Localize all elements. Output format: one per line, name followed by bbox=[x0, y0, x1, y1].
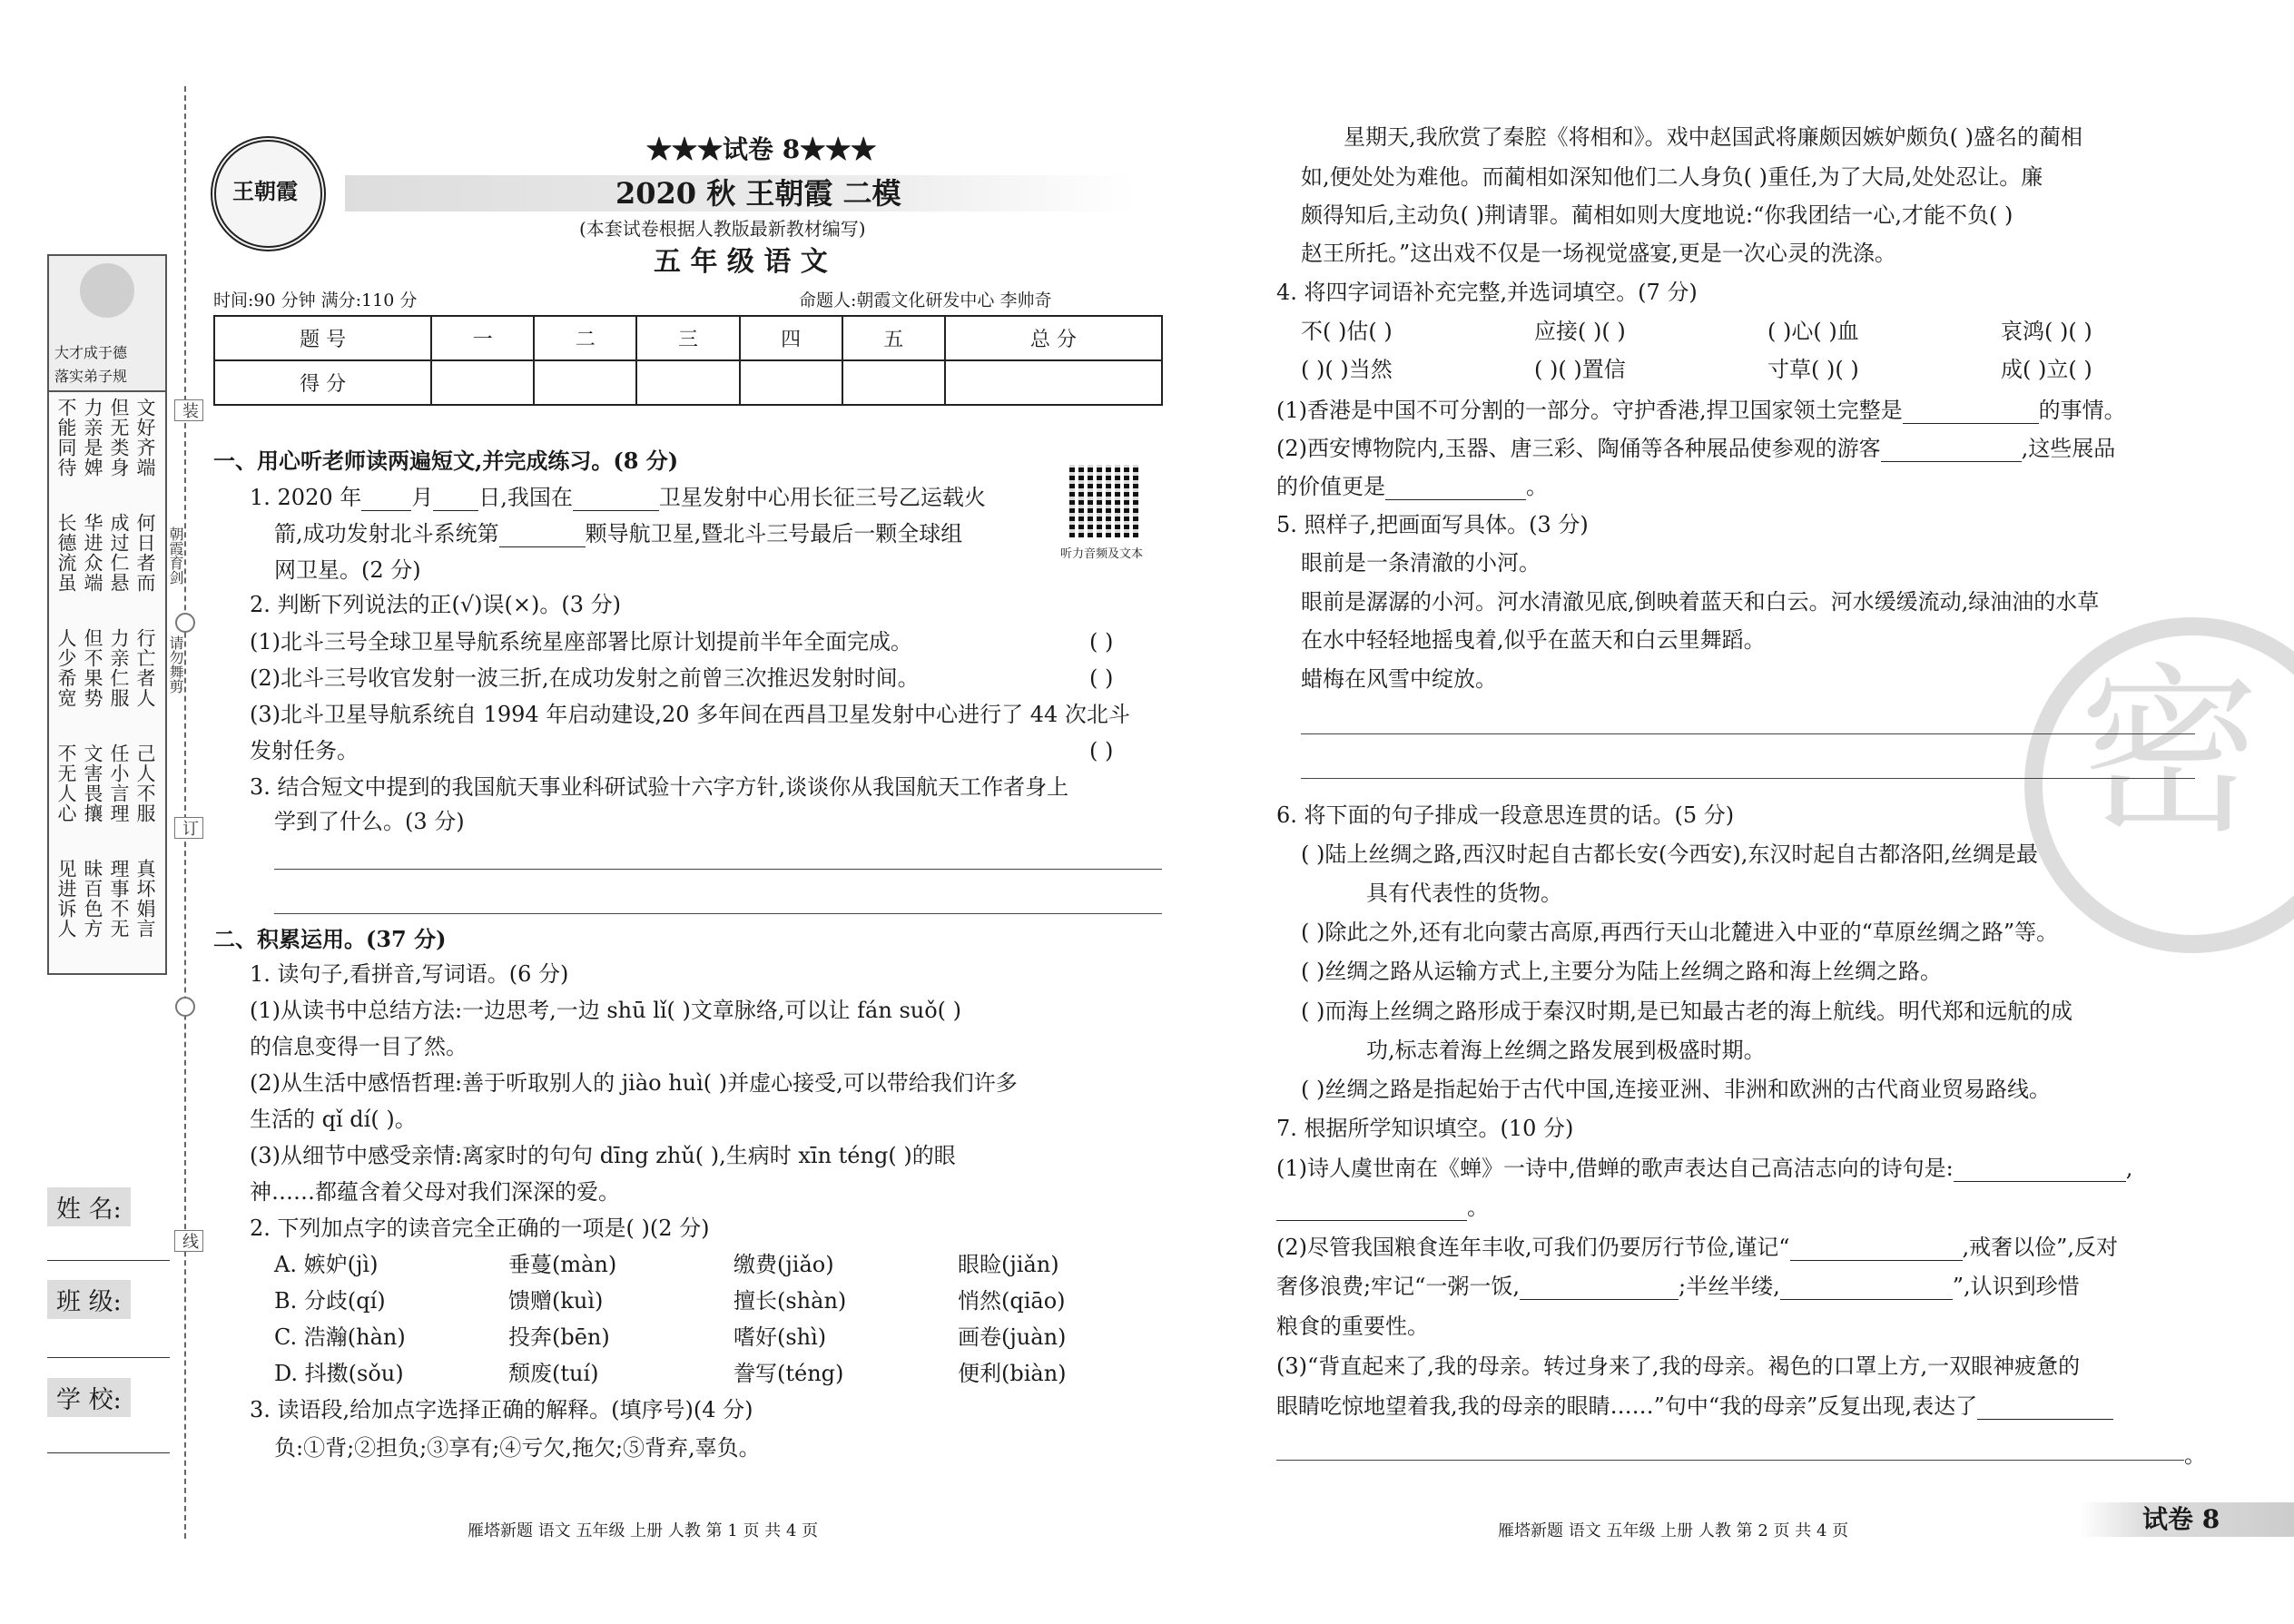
p3-definitions: 负:①背;②担负;③享有;④亏欠,拖欠;⑤背弃,辜负。 bbox=[274, 1435, 761, 1461]
q2-item-3b: 发射任务。 bbox=[250, 738, 359, 763]
q1-blank[interactable] bbox=[433, 488, 478, 511]
score-input-cell[interactable] bbox=[740, 360, 842, 405]
p3-title: 3. 读语段,给加点字选择正确的解释。(填序号)(4 分) bbox=[250, 1397, 753, 1422]
option-word: 眼睑(jiǎn) bbox=[958, 1252, 1059, 1277]
motto-column: 行亡者人 bbox=[134, 628, 156, 708]
motto-column: 人少希宽 bbox=[55, 628, 77, 708]
left-footer: 雁塔新题 语文 五年级 上册 人教 第 1 页 共 4 页 bbox=[468, 1521, 819, 1540]
motto-column: 成过仁悬 bbox=[108, 513, 130, 593]
score-input-cell[interactable] bbox=[945, 360, 1162, 405]
binding-mark-ding: 订 bbox=[174, 817, 203, 839]
p1-item-3b: 神……都蕴含着父母对我们深深的爱。 bbox=[250, 1179, 620, 1205]
score-table-cell: 得 分 bbox=[214, 360, 431, 405]
scholar-figure-icon bbox=[80, 263, 134, 318]
q1-text: 月 bbox=[411, 485, 434, 510]
q6-title: 6. 将下面的句子排成一段意思连贯的话。(5 分) bbox=[1276, 802, 1735, 828]
q7-text: ,戒奢以俭”,反对 bbox=[1962, 1235, 2119, 1260]
motto-box bbox=[47, 390, 167, 975]
q5-title: 5. 照样子,把画面写具体。(3 分) bbox=[1276, 512, 1589, 537]
q6-item-2[interactable]: ( )除此之外,还有北向蒙古高原,再西行天山北麓进入中亚的“草原丝绸之路”等。 bbox=[1301, 920, 2059, 945]
q4-text: 。 bbox=[1526, 474, 1548, 499]
motto-column: 文害畏攘 bbox=[82, 743, 103, 823]
q2-item-3a: (3)北斗卫星导航系统自 1994 年启动建设,20 多年间在西昌卫星发射中心进行了 44 次北斗 bbox=[250, 702, 1130, 727]
q5-example-2: 眼前是潺潺的小河。河水清澈见底,倒映着蓝天和白云。河水缓缓流动,绿油油的水草 bbox=[1301, 589, 2100, 615]
q4-idiom[interactable]: 成( )立( ) bbox=[2001, 357, 2092, 382]
q7-item-2a bbox=[1276, 1234, 2118, 1261]
exam-author: 命题人:朝霞文化研发中心 李帅奇 bbox=[799, 290, 1052, 310]
q2-item-1: (1)北斗三号全球卫星导航系统星座部署比原计划提前半年全面完成。 bbox=[250, 629, 912, 655]
q2-answer-paren[interactable]: ( ) bbox=[1089, 629, 1114, 655]
q7-text: ”,认识到珍惜 bbox=[1952, 1274, 2080, 1299]
q4-idiom[interactable]: ( )( )置信 bbox=[1534, 357, 1626, 382]
q4-blank[interactable] bbox=[1903, 401, 2039, 424]
binding-hole-icon bbox=[175, 613, 195, 633]
q1-line3: 网卫星。(2 分) bbox=[274, 557, 421, 583]
q5-answer-line[interactable] bbox=[1301, 733, 2195, 734]
p1-title: 1. 读句子,看拼音,写词语。(6 分) bbox=[250, 961, 569, 987]
secret-stamp-char: 密 bbox=[2079, 647, 2261, 859]
r-passage-2: 如,便处处为难他。而蔺相如深知他们二人身负( )重任,为了大局,处处忍让。廉 bbox=[1301, 164, 2043, 190]
q1-text: 颗导航卫星,暨北斗三号最后一颗全球组 bbox=[585, 521, 963, 546]
option-choice[interactable]: C. 浩瀚(hàn) bbox=[274, 1324, 406, 1350]
score-table-cell: 四 bbox=[740, 316, 842, 360]
binding-mark-xian: 线 bbox=[174, 1230, 203, 1252]
score-table bbox=[213, 315, 1163, 406]
class-label: 班 级: bbox=[47, 1280, 131, 1319]
q1-text: 日,我国在 bbox=[478, 485, 573, 510]
r-passage-1: 星期天,我欣赏了秦腔《将相和》。戏中赵国武将廉颇因嫉妒颇负( )盛名的蔺相 bbox=[1344, 124, 2082, 150]
q7-text: ;半丝半缕, bbox=[1678, 1274, 1780, 1299]
binding-brand-2: 请勿舞剪 bbox=[167, 635, 184, 694]
q7-blank[interactable] bbox=[1520, 1277, 1679, 1300]
score-table-header-row bbox=[214, 316, 1162, 360]
score-input-cell[interactable] bbox=[431, 360, 534, 405]
q4-text: ,这些展品 bbox=[2021, 436, 2116, 461]
option-word: 投奔(bēn) bbox=[508, 1324, 610, 1350]
q7-item-2b bbox=[1276, 1273, 2080, 1300]
q2-answer-paren[interactable]: ( ) bbox=[1089, 665, 1114, 691]
score-table-cell: 题 号 bbox=[214, 316, 431, 360]
q1-line1 bbox=[250, 484, 986, 511]
q2-title: 2. 判断下列说法的正(√)误(×)。(3 分) bbox=[250, 592, 622, 617]
binding-hole-icon bbox=[175, 997, 195, 1017]
q1-line2 bbox=[274, 520, 962, 547]
p1-item-3a: (3)从细节中感受亲情:离家时的句句 dīng zhǔ( ),生病时 xīn téng( )的眼 bbox=[250, 1143, 956, 1168]
q5-example-1: 眼前是一条清澈的小河。 bbox=[1301, 550, 1541, 576]
q7-text: (1)诗人虞世南在《蝉》一诗中,借蝉的歌声表达自己高洁志向的诗句是: bbox=[1276, 1156, 1954, 1181]
option-word: 誊写(téng) bbox=[733, 1361, 844, 1386]
school-label: 学 校: bbox=[47, 1378, 131, 1417]
motto-column: 任小言理 bbox=[108, 743, 130, 823]
motto-column: 长德流虽 bbox=[55, 513, 77, 593]
option-choice[interactable]: D. 抖擞(sǒu) bbox=[274, 1361, 404, 1386]
paper-tag: 试卷 8 bbox=[2142, 1504, 2220, 1534]
motto-column: 不能同待 bbox=[55, 398, 77, 477]
score-input-cell[interactable] bbox=[636, 360, 739, 405]
score-input-cell[interactable] bbox=[534, 360, 636, 405]
q7-item-3b bbox=[1276, 1393, 2113, 1420]
q7-blank[interactable] bbox=[1276, 1198, 1467, 1221]
motto-column: 力亲是婢 bbox=[82, 398, 103, 477]
option-word: 缴费(jiǎo) bbox=[733, 1252, 834, 1277]
p1-item-2a: (2)从生活中感悟哲理:善于听取别人的 jiào huì( )并虚心接受,可以带给我们许多 bbox=[250, 1070, 1018, 1096]
motto-header bbox=[47, 254, 167, 392]
motto-column: 但不果势 bbox=[82, 628, 103, 708]
q3-answer-line[interactable] bbox=[274, 869, 1162, 870]
q7-blank[interactable] bbox=[1954, 1159, 2126, 1182]
motto-column: 见进诉人 bbox=[55, 859, 77, 939]
q3-answer-line[interactable] bbox=[274, 913, 1162, 914]
motto-column: 文好齐端 bbox=[134, 398, 156, 477]
right-footer: 雁塔新题 语文 五年级 上册 人教 第 2 页 共 4 页 bbox=[1498, 1521, 1849, 1540]
binding-mark-zhuang: 装 bbox=[174, 399, 203, 421]
motto-head-line1: 大才成于德 bbox=[54, 344, 128, 361]
q6-item-4a[interactable]: ( )而海上丝绸之路形成于秦汉时期,是已知最古老的海上航线。明代郑和远航的成 bbox=[1301, 999, 2072, 1024]
q6-item-5[interactable]: ( )丝绸之路是指起始于古代中国,连接亚洲、非洲和欧洲的古代商业贸易路线。 bbox=[1301, 1077, 2051, 1102]
q4-item-1 bbox=[1276, 397, 2126, 424]
q4-text: 的事情。 bbox=[2038, 398, 2126, 423]
exam-subtitle: (本套试卷根据人教版最新教材编写) bbox=[579, 218, 866, 240]
q4-idiom[interactable]: ( )( )当然 bbox=[1301, 357, 1393, 382]
q4-item-2c bbox=[1276, 473, 1548, 500]
q1-text: 卫星发射中心用长征三号乙运载火 bbox=[658, 485, 986, 510]
qr-code-pattern bbox=[1069, 465, 1142, 537]
motto-head-line2: 落实弟子规 bbox=[54, 368, 128, 385]
p1-item-2b: 生活的 qǐ dí( )。 bbox=[250, 1107, 417, 1132]
q4-idiom[interactable]: ( )心( )血 bbox=[1767, 319, 1859, 344]
option-word: 颓废(tuí) bbox=[508, 1361, 599, 1386]
q3-line2: 学到了什么。(3 分) bbox=[274, 809, 465, 834]
wangzhaoxia-logo bbox=[211, 136, 326, 251]
logo-text: 王朝霞 bbox=[232, 178, 298, 204]
option-choice[interactable]: B. 分歧(qí) bbox=[274, 1288, 386, 1314]
q1-text: 箭,成功发射北斗系统第 bbox=[274, 521, 499, 546]
r-passage-3: 颇得知后,主动负( )荆请罪。蔺相如则大度地说:“你我团结一心,才能不负( ) bbox=[1301, 202, 2013, 228]
class-field-line[interactable] bbox=[47, 1357, 170, 1358]
option-word: 垂蔓(màn) bbox=[508, 1252, 617, 1277]
q4-idiom[interactable]: 寸草( )( ) bbox=[1767, 357, 1859, 382]
q5-answer-line[interactable] bbox=[1301, 778, 2195, 779]
motto-column: 真坏娟言 bbox=[134, 859, 156, 939]
q4-text: (1)香港是中国不可分割的一部分。守护香港,捍卫国家领土完整是 bbox=[1276, 398, 1903, 423]
qr-caption: 听力音频及文本 bbox=[1060, 547, 1144, 561]
score-table-cell: 总 分 bbox=[945, 316, 1162, 360]
q7-item-2c: 粮食的重要性。 bbox=[1276, 1314, 1429, 1339]
q4-blank[interactable] bbox=[1881, 439, 2022, 462]
q4-idiom[interactable]: 应接( )( ) bbox=[1534, 319, 1626, 344]
q6-item-3[interactable]: ( )丝绸之路从运输方式上,主要分为陆上丝绸之路和海上丝绸之路。 bbox=[1301, 959, 1942, 984]
q1-blank[interactable] bbox=[573, 488, 659, 511]
score-table-score-row bbox=[214, 360, 1162, 405]
motto-column: 昧百色方 bbox=[82, 859, 103, 939]
q7-item-1a: (1)诗人虞世南在《蝉》一诗中,借蝉的歌声表达自己高洁志向的诗句是: , bbox=[1276, 1156, 2133, 1181]
school-field-line[interactable] bbox=[47, 1452, 170, 1453]
motto-column: 己人不服 bbox=[134, 743, 156, 823]
motto-column: 但无类身 bbox=[108, 398, 130, 477]
p2-title: 2. 下列加点字的读音完全正确的一项是( )(2 分) bbox=[250, 1216, 710, 1241]
q4-text: 的价值更是 bbox=[1276, 474, 1385, 499]
q6-item-1b: 具有代表性的货物。 bbox=[1366, 881, 1562, 906]
score-table-cell: 二 bbox=[534, 316, 636, 360]
q5-prompt: 蜡梅在风雪中绽放。 bbox=[1301, 666, 1497, 692]
q7-blank[interactable] bbox=[1977, 1397, 2113, 1420]
q7-item-1b bbox=[1276, 1194, 1489, 1221]
section1-title: 一、用心听老师读两遍短文,并完成练习。(8 分) bbox=[213, 448, 679, 474]
q7-text: 。 bbox=[1467, 1195, 1489, 1220]
q7-blank[interactable] bbox=[1780, 1277, 1953, 1300]
q4-text: (2)西安博物院内,玉器、唐三彩、陶俑等各种展品使参观的游客 bbox=[1276, 436, 1881, 461]
score-table-cell: 三 bbox=[636, 316, 739, 360]
q7-item-3a: (3)“背直起来了,我的母亲。转过身来了,我的母亲。褐色的口罩上方,一双眼神疲惫的 bbox=[1276, 1353, 2081, 1379]
option-word: 便利(biàn) bbox=[958, 1361, 1067, 1386]
q7-answer-line[interactable] bbox=[1276, 1460, 2184, 1461]
q7-blank[interactable] bbox=[1790, 1238, 1963, 1261]
q3-line1: 3. 结合短文中提到的我国航天事业科研试验十六字方针,谈谈你从我国航天工作者身上 bbox=[250, 774, 1069, 800]
q4-item-2 bbox=[1276, 435, 2115, 462]
q1-blank[interactable] bbox=[499, 525, 586, 547]
exam-subject: 五 年 级 语 文 bbox=[654, 246, 828, 278]
q7-text: 奢侈浪费;牢记“一粥一饭, bbox=[1276, 1274, 1520, 1299]
motto-column: 华进众端 bbox=[82, 513, 103, 593]
option-word: 擅长(shàn) bbox=[733, 1288, 847, 1314]
exam-title: 2020 秋 王朝霞 二模 bbox=[615, 176, 901, 211]
q4-idiom[interactable]: 哀鸿( )( ) bbox=[2001, 319, 2092, 344]
option-word: 馈赠(kuì) bbox=[508, 1288, 604, 1314]
p1-item-1a: (1)从读书中总结方法:一边思考,一边 shū lǐ( )文章脉络,可以让 fán suǒ( ) bbox=[250, 998, 962, 1023]
binding-dashed-line bbox=[184, 86, 186, 1539]
option-word: 画卷(juàn) bbox=[958, 1324, 1067, 1350]
motto-column: 不无人心 bbox=[55, 743, 77, 823]
option-choice[interactable]: A. 嫉妒(jì) bbox=[274, 1252, 379, 1277]
q4-title: 4. 将四字词语补充完整,并选词填空。(7 分) bbox=[1276, 280, 1698, 305]
q4-idiom[interactable]: 不( )估( ) bbox=[1301, 319, 1393, 344]
option-word: 悄然(qiāo) bbox=[958, 1288, 1066, 1314]
score-input-cell[interactable] bbox=[842, 360, 945, 405]
binding-brand: 朝霞育剑 bbox=[167, 527, 184, 585]
score-table-cell: 五 bbox=[842, 316, 945, 360]
r-passage-4: 赵王所托。”这出戏不仅是一场视觉盛宴,更是一次心灵的洗涤。 bbox=[1301, 241, 1896, 266]
score-table-cell: 一 bbox=[431, 316, 534, 360]
motto-column: 理事不无 bbox=[108, 859, 130, 939]
motto-column: 何日者而 bbox=[134, 513, 156, 593]
q4-blank[interactable] bbox=[1385, 477, 1526, 500]
q2-item-2: (2)北斗三号收官发射一波三折,在成功发射之前曾三次推迟发射时间。 bbox=[250, 665, 920, 691]
q6-item-1a[interactable]: ( )陆上丝绸之路,西汉时起自古都长安(今西安),东汉时起自古都洛阳,丝绸是最 bbox=[1301, 842, 2038, 867]
q7-text: 眼睛吃惊地望着我,我的母亲的眼睛……”句中“我的母亲”反复出现,表达了 bbox=[1276, 1393, 1978, 1419]
section2-title: 二、积累运用。(37 分) bbox=[213, 926, 447, 952]
q1-blank[interactable] bbox=[361, 488, 411, 511]
motto-column: 力亲仁服 bbox=[108, 628, 130, 708]
q2-answer-paren[interactable]: ( ) bbox=[1089, 738, 1114, 763]
q7-text: (2)尽管我国粮食连年丰收,可我们仍要厉行节俭,谨记“ bbox=[1276, 1235, 1790, 1260]
q6-item-4b: 功,标志着海上丝绸之路发展到极盛时期。 bbox=[1366, 1038, 1766, 1063]
paper-number: ★★★试卷 8★★★ bbox=[646, 134, 877, 164]
q7-title: 7. 根据所学知识填空。(10 分) bbox=[1276, 1116, 1574, 1141]
exam-time-info: 时间:90 分钟 满分:110 分 bbox=[213, 290, 418, 310]
name-label: 姓 名: bbox=[47, 1187, 131, 1226]
q1-text: 1. 2020 年 bbox=[250, 485, 362, 510]
option-word: 嗜好(shì) bbox=[733, 1324, 827, 1350]
name-field-line[interactable] bbox=[47, 1260, 170, 1261]
p1-item-1b: 的信息变得一目了然。 bbox=[250, 1034, 468, 1059]
q7-end-mark: 。 bbox=[2184, 1442, 2206, 1468]
q5-example-3: 在水中轻轻地摇曳着,似乎在蓝天和白云里舞蹈。 bbox=[1301, 627, 1766, 653]
